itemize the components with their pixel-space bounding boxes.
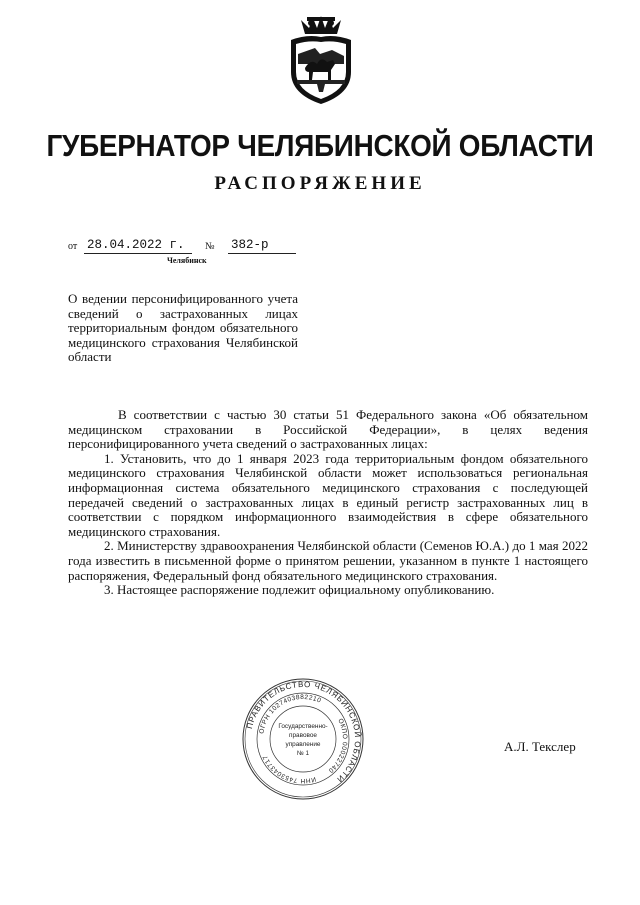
official-seal	[240, 676, 366, 802]
chelyabinsk-coat-of-arms-icon	[287, 14, 355, 106]
seal-inner-line-2: правовое	[289, 732, 317, 739]
preamble-paragraph: В соответствии с частью 30 статьи 51 Федерального закона «Об обязательном медицинском страховании в Российской Федерации», в целях ведения персонифицированного учета сведений о застрахованных лицах:	[68, 407, 588, 452]
item-3-paragraph: 3. Настоящее распоряжение подлежит официальному опубликованию.	[104, 582, 495, 598]
document-date: 28.04.2022 г.	[84, 238, 192, 254]
seal-ogrn-text: ОГРН 1027403882210	[258, 693, 323, 735]
item-2-paragraph: 2. Министерству здравоохранения Челябинской области (Семенов Ю.А.) до 1 мая 2022 года известить в письменной форме о принятом решении, указанном в пункте 1 настоящего распоряжения, Федеральный фонд обязательного медицинского страхования.	[68, 538, 588, 583]
seal-inner-line-4: № 1	[296, 750, 310, 757]
governor-title: ГУБЕРНАТОР ЧЕЛЯБИНСКОЙ ОБЛАСТИ	[46, 128, 594, 163]
document-body	[68, 408, 588, 598]
item-1-paragraph: 1. Установить, что до 1 января 2023 года территориальным фондом обязательного медицинского страхования Челябинской области может использоваться региональная информационная система обязательного медицинского страхования с последующей передачей сведений о застрахованных лицах в единый регистр застрахованных лиц в соответствии с порядком информационного взаимодействия в сфере обязательного медицинского страхования.	[68, 450, 588, 539]
signatory-name: А.Л. Текслер	[504, 739, 576, 754]
city-name: Челябинск	[167, 256, 207, 265]
seal-inner-line-1: Государственно-	[278, 723, 328, 730]
seal-inner-line-3: управление	[285, 741, 321, 748]
seal-inn-text: ИНН 7453043717	[261, 753, 317, 785]
document-number: 382-р	[228, 238, 296, 254]
date-label: от	[68, 241, 78, 252]
seal-okpo-text: ОКПО 00022740	[326, 717, 349, 775]
document-type: РАСПОРЯЖЕНИЕ	[214, 173, 426, 194]
seal-outer-text: ПРАВИТЕЛЬСТВО ЧЕЛЯБИНСКОЙ ОБЛАСТИ	[245, 679, 363, 785]
number-label: №	[205, 241, 215, 252]
document-subject: О ведении персонифицированного учета сведений о застрахованных лицах территориальным фондом обязательного медицинского страхования Челябинской области	[68, 291, 298, 365]
